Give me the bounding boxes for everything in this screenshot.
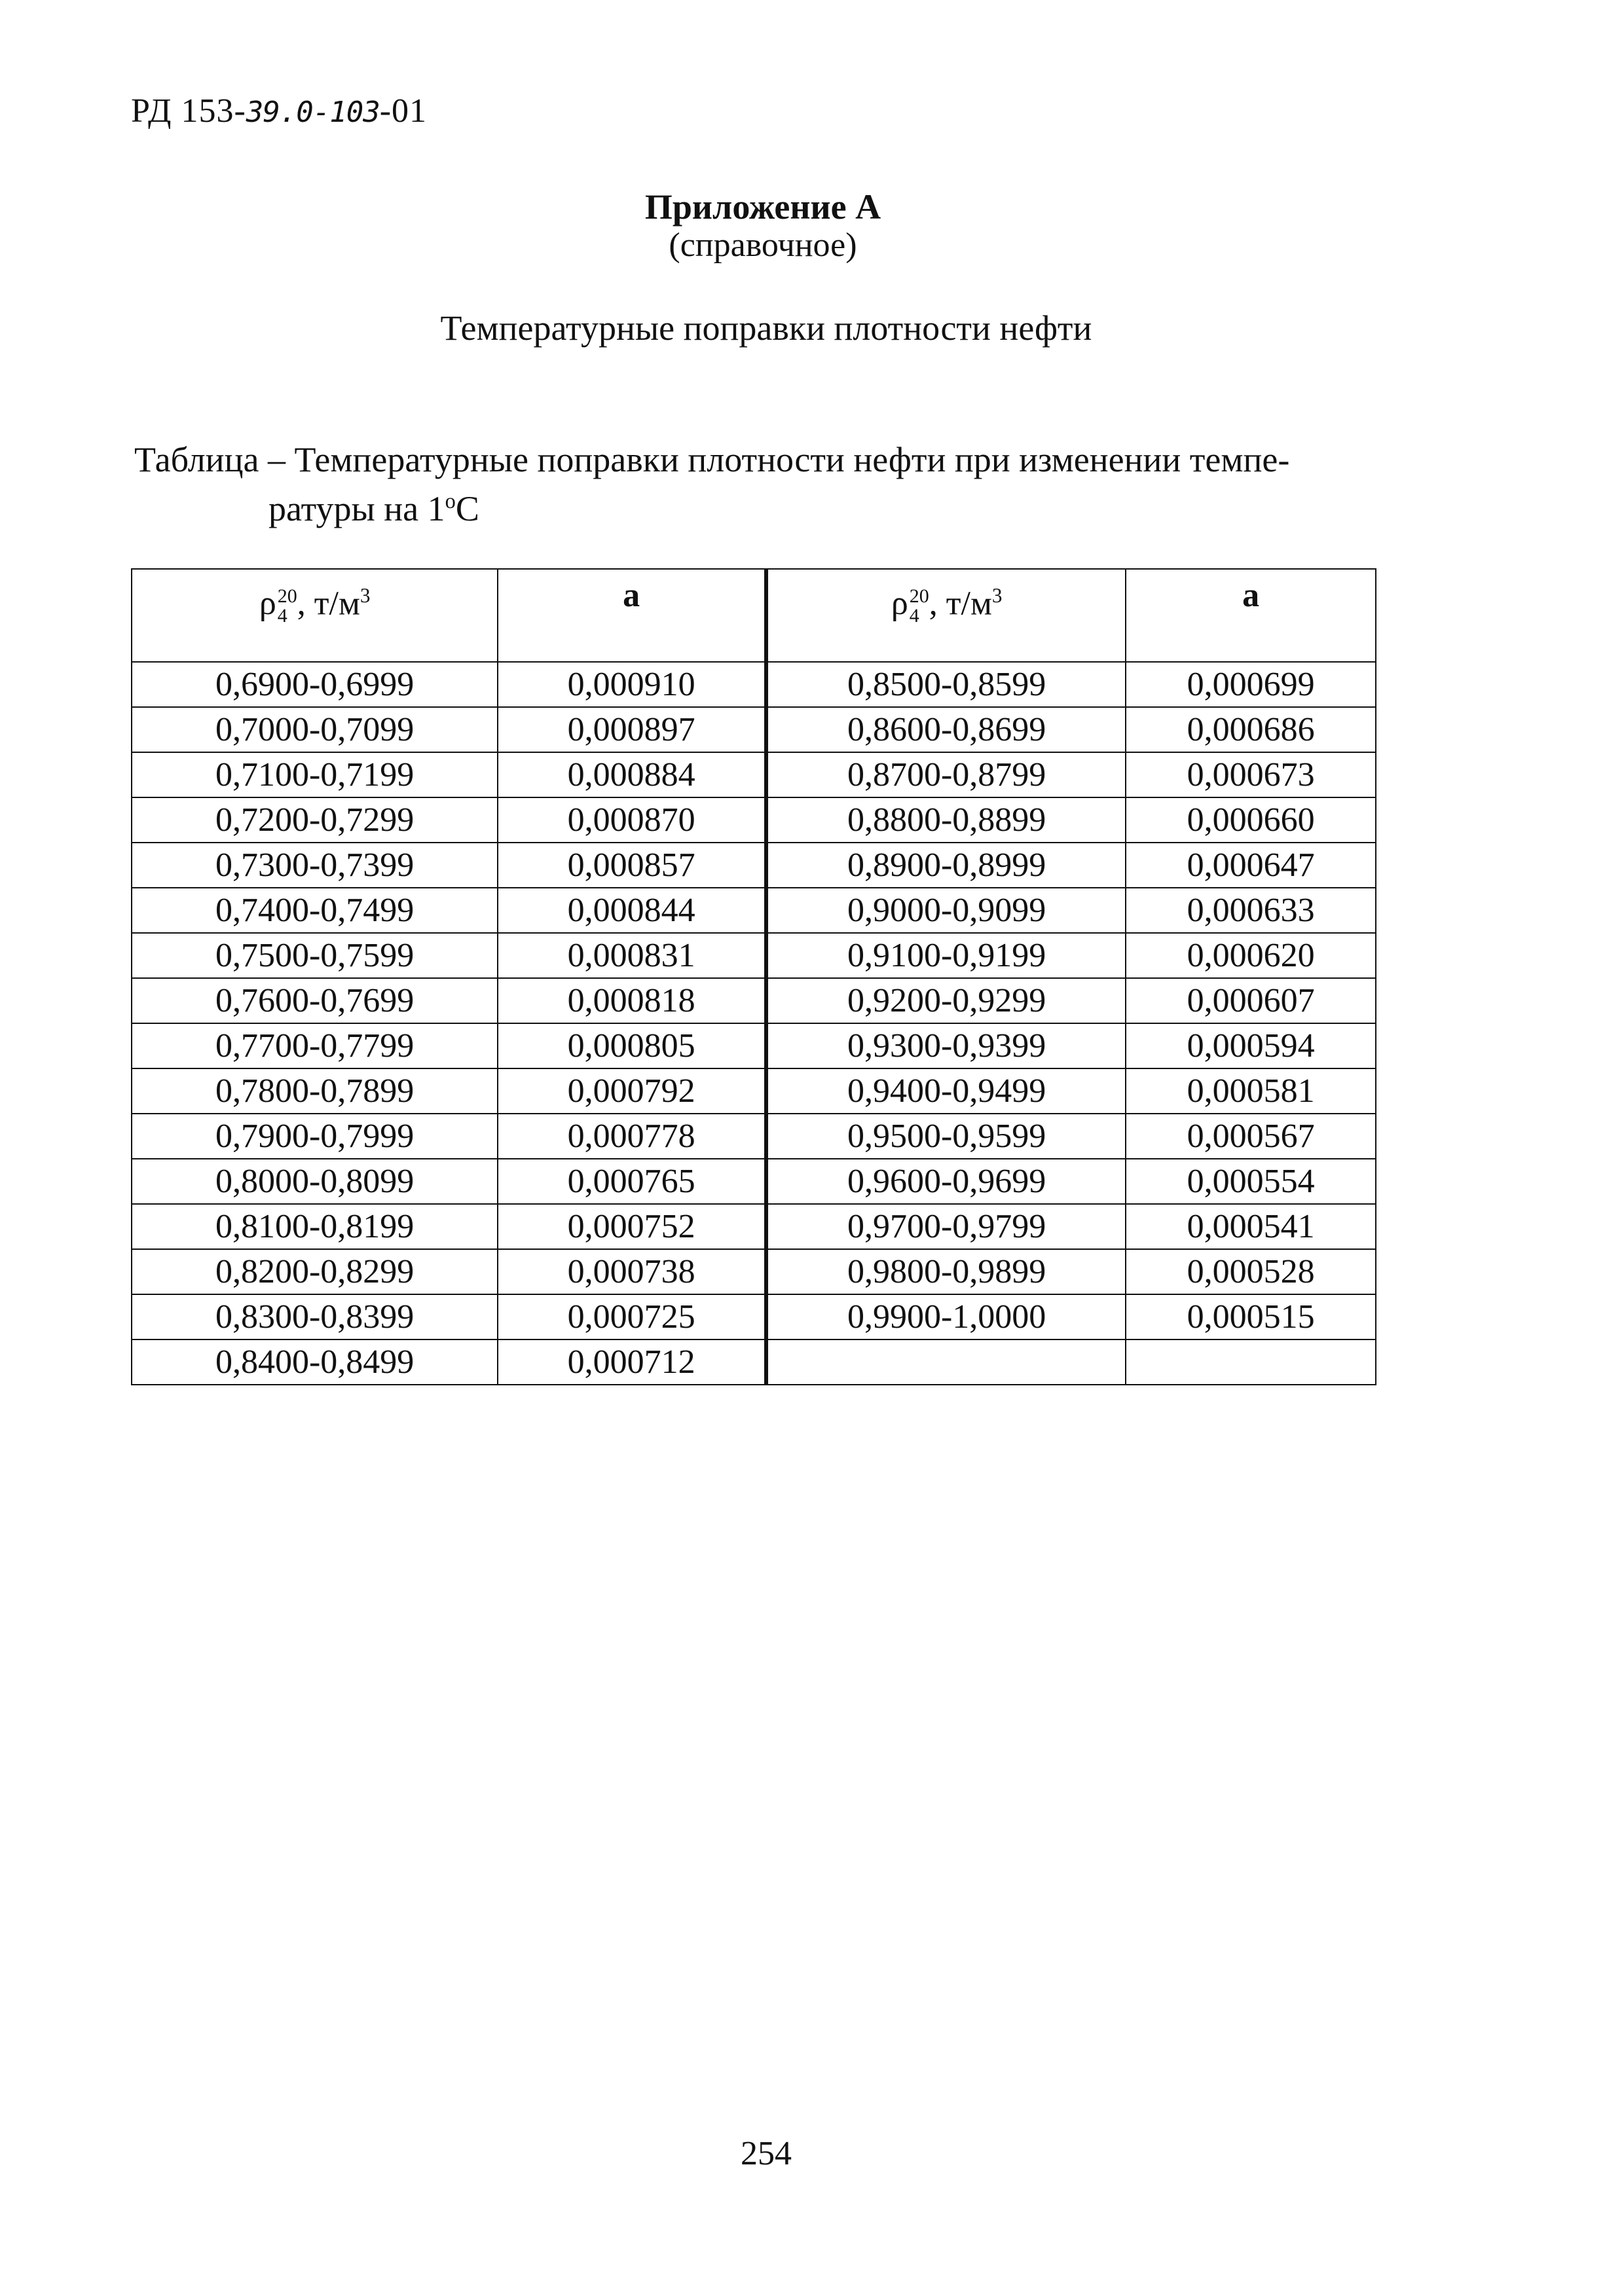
density-range-right: 0,9400-0,9499 xyxy=(766,1068,1126,1114)
document-code xyxy=(131,92,427,130)
coefficient-left: 0,000884 xyxy=(498,752,766,797)
density-range-left: 0,6900-0,6999 xyxy=(132,662,498,707)
density-range-left: 0,8300-0,8399 xyxy=(132,1294,498,1339)
coefficient-right: 0,000567 xyxy=(1126,1114,1376,1159)
table-caption xyxy=(134,439,1411,530)
coefficient-left: 0,000805 xyxy=(498,1023,766,1068)
density-range-right: 0,9500-0,9599 xyxy=(766,1114,1126,1159)
table-row xyxy=(132,1339,1376,1385)
table-row xyxy=(132,1159,1376,1204)
header-a-right: а xyxy=(1126,569,1376,662)
coefficient-left: 0,000738 xyxy=(498,1249,766,1294)
density-range-left: 0,8000-0,8099 xyxy=(132,1159,498,1204)
table-row xyxy=(132,1249,1376,1294)
coefficient-right: 0,000660 xyxy=(1126,797,1376,843)
coefficient-right: 0,000633 xyxy=(1126,888,1376,933)
coefficient-left: 0,000910 xyxy=(498,662,766,707)
rho-unit: , т/м xyxy=(297,585,360,623)
density-correction-table xyxy=(131,568,1376,1385)
caption-unit: С xyxy=(455,489,479,528)
coefficient-right: 0,000554 xyxy=(1126,1159,1376,1204)
density-range-right: 0,8900-0,8999 xyxy=(766,843,1126,888)
rho-sub: 4 xyxy=(277,605,287,627)
density-range-left: 0,8400-0,8499 xyxy=(132,1339,498,1385)
rho-unit-sup: 3 xyxy=(991,584,1003,607)
table-row xyxy=(132,662,1376,707)
density-range-left: 0,7100-0,7199 xyxy=(132,752,498,797)
density-range-right: 0,9300-0,9399 xyxy=(766,1023,1126,1068)
coefficient-left: 0,000725 xyxy=(498,1294,766,1339)
density-range-left: 0,7700-0,7799 xyxy=(132,1023,498,1068)
density-range-right: 0,8600-0,8699 xyxy=(766,707,1126,752)
coefficient-right: 0,000620 xyxy=(1126,933,1376,978)
table-row xyxy=(132,797,1376,843)
table-row xyxy=(132,1114,1376,1159)
coefficient-right: 0,000699 xyxy=(1126,662,1376,707)
rho-unit-sup: 3 xyxy=(360,584,371,607)
rho-sup: 20 xyxy=(909,585,929,608)
coefficient-right: 0,000673 xyxy=(1126,752,1376,797)
density-range-left: 0,8100-0,8199 xyxy=(132,1204,498,1249)
table-header-row xyxy=(132,569,1376,662)
header-density-left xyxy=(132,569,498,662)
doc-code-suffix: -01 xyxy=(379,92,428,130)
rho-symbol xyxy=(891,585,929,627)
coefficient-right: 0,000607 xyxy=(1126,978,1376,1023)
table-row xyxy=(132,1068,1376,1114)
rho-sub: 4 xyxy=(909,605,919,627)
density-range-right: 0,8700-0,8799 xyxy=(766,752,1126,797)
coefficient-left: 0,000831 xyxy=(498,933,766,978)
coefficient-right: 0,000541 xyxy=(1126,1204,1376,1249)
coefficient-right: 0,000515 xyxy=(1126,1294,1376,1339)
density-range-right: 0,9200-0,9299 xyxy=(766,978,1126,1023)
doc-code-prefix: РД 153- xyxy=(131,92,246,130)
coefficient-left: 0,000818 xyxy=(498,978,766,1023)
density-range-left: 0,8200-0,8299 xyxy=(132,1249,498,1294)
coefficient-left: 0,000712 xyxy=(498,1339,766,1385)
coefficient-right: 0,000528 xyxy=(1126,1249,1376,1294)
appendix-title: Приложение А xyxy=(644,187,881,227)
coefficient-left: 0,000792 xyxy=(498,1068,766,1114)
density-range-right: 0,8800-0,8899 xyxy=(766,797,1126,843)
table-row xyxy=(132,752,1376,797)
density-range-right: 0,9700-0,9799 xyxy=(766,1204,1126,1249)
coefficient-left: 0,000870 xyxy=(498,797,766,843)
density-range-left: 0,7300-0,7399 xyxy=(132,843,498,888)
density-range-left: 0,7800-0,7899 xyxy=(132,1068,498,1114)
header-density-right xyxy=(766,569,1126,662)
rho-glyph: ρ xyxy=(891,585,908,623)
appendix-subtitle: (справочное) xyxy=(669,227,857,264)
density-range-right: 0,9800-0,9899 xyxy=(766,1249,1126,1294)
density-range-left: 0,7900-0,7999 xyxy=(132,1114,498,1159)
table-row xyxy=(132,1204,1376,1249)
doc-code-handwritten: 39.0-103 xyxy=(246,96,380,129)
density-range-left: 0,7400-0,7499 xyxy=(132,888,498,933)
caption-line2-text: ратуры на 1 xyxy=(268,489,445,528)
density-range-left: 0,7500-0,7599 xyxy=(132,933,498,978)
page-number: 254 xyxy=(741,2135,792,2172)
density-range-right: 0,9000-0,9099 xyxy=(766,888,1126,933)
coefficient-left: 0,000897 xyxy=(498,707,766,752)
coefficient-right: 0,000594 xyxy=(1126,1023,1376,1068)
density-range-left: 0,7200-0,7299 xyxy=(132,797,498,843)
density-range-right: 0,9100-0,9199 xyxy=(766,933,1126,978)
table-row xyxy=(132,1023,1376,1068)
coefficient-left: 0,000752 xyxy=(498,1204,766,1249)
table-caption-line2 xyxy=(134,481,1411,530)
rho-symbol xyxy=(259,585,297,627)
table-row xyxy=(132,843,1376,888)
coefficient-left: 0,000844 xyxy=(498,888,766,933)
coefficient-right: 0,000686 xyxy=(1126,707,1376,752)
table-caption-line1: Таблица – Температурные поправки плотности нефти при изменении темпе- xyxy=(134,440,1290,479)
table-row xyxy=(132,933,1376,978)
table-row xyxy=(132,888,1376,933)
coefficient-left: 0,000765 xyxy=(498,1159,766,1204)
table-row xyxy=(132,978,1376,1023)
density-range-right xyxy=(766,1339,1126,1385)
coefficient-right xyxy=(1126,1339,1376,1385)
coefficient-right: 0,000647 xyxy=(1126,843,1376,888)
density-range-right: 0,9600-0,9699 xyxy=(766,1159,1126,1204)
coefficient-right: 0,000581 xyxy=(1126,1068,1376,1114)
rho-unit: , т/м xyxy=(929,585,992,623)
rho-sup: 20 xyxy=(277,585,297,608)
density-range-right: 0,9900-1,0000 xyxy=(766,1294,1126,1339)
section-title: Температурные поправки плотности нефти xyxy=(440,308,1092,348)
header-a-left: а xyxy=(498,569,766,662)
degree-sign: o xyxy=(445,490,456,513)
table-row xyxy=(132,707,1376,752)
density-range-right: 0,8500-0,8599 xyxy=(766,662,1126,707)
density-range-left: 0,7000-0,7099 xyxy=(132,707,498,752)
density-range-left: 0,7600-0,7699 xyxy=(132,978,498,1023)
coefficient-left: 0,000778 xyxy=(498,1114,766,1159)
rho-glyph: ρ xyxy=(259,585,276,623)
coefficient-left: 0,000857 xyxy=(498,843,766,888)
table-row xyxy=(132,1294,1376,1339)
